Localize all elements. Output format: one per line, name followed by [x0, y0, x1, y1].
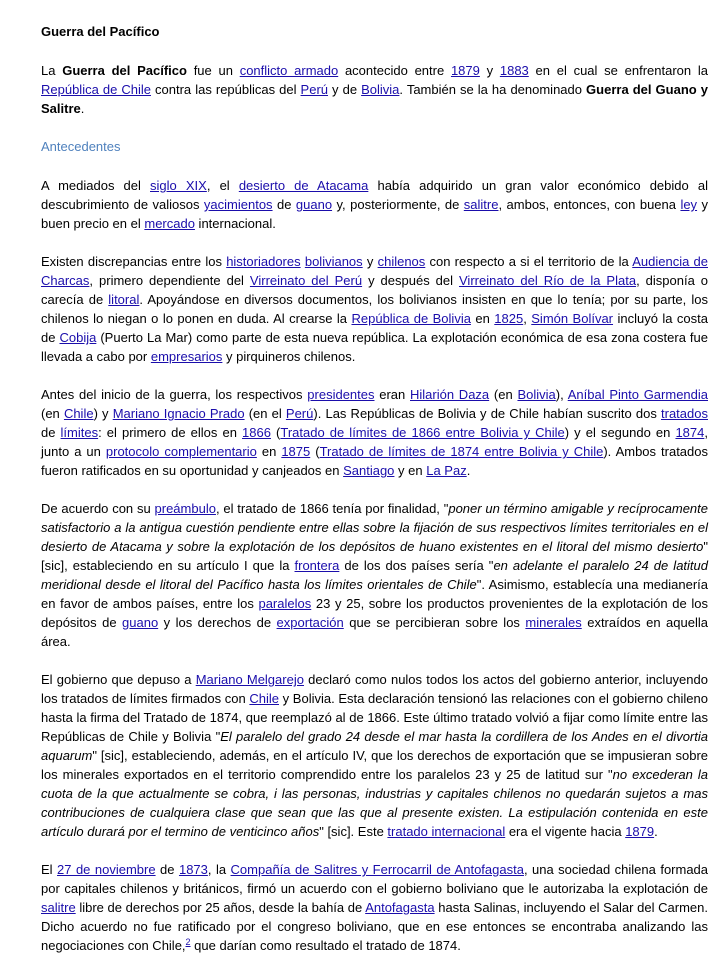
text: . También se la ha denominado	[399, 82, 587, 97]
quoted-text: no excederan la cuota de la que actualmente se cobra, i las personas, industrias y capitales chilenos no quedarán sujetos a mas contribuciones de cualquiera clase que sean que las que al presente existen. La estipulación contenida en este artículo durará por el termino de venticinco años	[41, 767, 708, 839]
text: y, posteriormente, de	[332, 197, 464, 212]
quoted-text: poner un término amigable y recíprocamente satisfactorio a la antigua cuestión pendiente entre ellas sobre la fijación de sus respectivos límites territoriales en el desierto de Atacama y sobre la explotación de los depósitos de huano existentes en el litoral del mismo desierto	[41, 501, 709, 554]
inline-link[interactable]: Antofagasta	[365, 900, 435, 915]
inline-link[interactable]: salitre	[463, 197, 499, 212]
inline-link[interactable]: Tratado de límites de 1866 entre Bolivia y Chile	[280, 425, 565, 440]
inline-link[interactable]: historiadores	[226, 254, 301, 269]
section-heading: Antecedentes	[41, 139, 121, 154]
inline-link[interactable]: República de Bolivia	[351, 311, 471, 326]
text: eran	[374, 387, 410, 402]
text: fue un	[186, 63, 240, 78]
inline-link[interactable]: ley	[680, 197, 698, 212]
text: (en	[41, 406, 64, 421]
text: La	[41, 63, 63, 78]
inline-link[interactable]: tratados	[661, 406, 708, 421]
inline-link[interactable]: Mariano Ignacio Prado	[112, 406, 245, 421]
paragraph	[41, 860, 708, 955]
page-title: Guerra del Pacífico	[41, 24, 160, 39]
text: 23 y 25, sobre los productos provenientes de la explotación de los depósitos de	[41, 596, 708, 630]
inline-link[interactable]: minerales	[525, 615, 582, 630]
text: ),	[555, 387, 568, 402]
inline-link[interactable]: límites	[60, 425, 99, 440]
inline-link[interactable]: 1875	[281, 444, 311, 459]
inline-link[interactable]: bolivianos	[304, 254, 363, 269]
text: El gobierno que depuso a	[41, 672, 196, 687]
text: y después del	[362, 273, 459, 288]
text: de los dos países sería "	[339, 558, 494, 573]
inline-link[interactable]: salitre	[41, 900, 76, 915]
text: " [sic], estableciendo en su artículo I que la	[41, 539, 708, 573]
inline-link[interactable]: conflicto armado	[239, 63, 339, 78]
inline-link[interactable]: tratado internacional	[387, 824, 506, 839]
text: hasta Salinas, incluyendo el Salar del Carmen. Dicho acuerdo no fue ratificado por el congreso boliviano, que en ese entonces se encontraba analizando las negociaciones con Chile,	[41, 900, 708, 953]
bold-text: Guerra del Pacífico	[62, 63, 187, 78]
inline-link[interactable]: empresarios	[150, 349, 223, 364]
text: de	[155, 862, 179, 877]
text: , junto a un	[41, 425, 708, 459]
text: ) y	[93, 406, 113, 421]
inline-link[interactable]: preámbulo	[154, 501, 216, 516]
text: incluyó la costa de	[41, 311, 708, 345]
text: libre de derechos por 25 años, desde la bahía de	[75, 900, 366, 915]
text: .	[80, 101, 85, 116]
text: (Puerto La Mar) como parte de esta nueva república. La explotación económica de esa zona costera fue llevada a cabo por	[41, 330, 709, 364]
inline-link[interactable]: Bolivia	[517, 387, 556, 402]
text: A mediados del	[41, 178, 151, 193]
text: De acuerdo con su	[41, 501, 155, 516]
inline-link[interactable]: 1879	[625, 824, 655, 839]
inline-link[interactable]: Simón Bolívar	[531, 311, 614, 326]
inline-link[interactable]: exportación	[276, 615, 344, 630]
inline-link[interactable]: chilenos	[377, 254, 426, 269]
text: (en	[489, 387, 518, 402]
inline-link[interactable]: paralelos	[258, 596, 312, 611]
text: y pirquineros chilenos.	[222, 349, 356, 364]
text: en el cual se enfrentaron la	[528, 63, 708, 78]
inline-link[interactable]: litoral	[108, 292, 140, 307]
text: en	[470, 311, 495, 326]
text: ). Ambos tratados fueron ratificados en su oportunidad y canjeados en	[41, 444, 708, 478]
inline-link[interactable]: Bolivia	[361, 82, 400, 97]
inline-link[interactable]: desierto de Atacama	[238, 178, 369, 193]
inline-link[interactable]: 1883	[499, 63, 529, 78]
inline-link[interactable]: Chile	[63, 406, 94, 421]
text: y buen precio en el	[41, 197, 709, 231]
text: de	[272, 197, 296, 212]
text: había adquirido un gran valor económico debido al descubrimiento de valiosos	[41, 178, 708, 212]
text: extraídos en aquella área.	[41, 615, 708, 649]
paragraph	[41, 385, 708, 480]
inline-link[interactable]: República de Chile	[41, 82, 151, 97]
inline-link[interactable]: La Paz	[426, 463, 467, 478]
inline-link[interactable]: Tratado de límites de 1874 entre Bolivia y Chile	[319, 444, 604, 459]
text: y de	[328, 82, 362, 97]
footnote-link[interactable]: 2	[185, 936, 191, 947]
text: y los derechos de	[158, 615, 277, 630]
text: y Bolivia. Esta declaración tensionó las relaciones con el gobierno chileno hasta la firma del Tratado de 1874, que reemplazó al de 1866. Este último tratado volvió a fijar como límite entre las Repúblicas de Chile y Bolivia "	[41, 691, 708, 744]
text: El	[41, 862, 58, 877]
bold-text: Guerra del Guano y Salitre	[41, 82, 708, 116]
inline-link[interactable]: Perú	[300, 82, 329, 97]
inline-link[interactable]: Hilarión Daza	[410, 387, 490, 402]
inline-link[interactable]: Aníbal Pinto Garmendia	[567, 387, 708, 402]
paragraph	[41, 670, 708, 841]
text: acontecido entre	[338, 63, 451, 78]
text: , el tratado de 1866 tenía por finalidad, "	[215, 501, 449, 516]
text: , disponía o carecía de	[41, 273, 709, 307]
text: de	[41, 425, 61, 440]
inline-link[interactable]: Mariano Melgarejo	[195, 672, 304, 687]
text: " [sic]. Este	[319, 824, 388, 839]
text: (	[270, 425, 281, 440]
text: internacional.	[194, 216, 276, 231]
article-body	[41, 61, 708, 955]
text: : el primero de ellos en	[98, 425, 243, 440]
inline-link[interactable]: siglo XIX	[150, 178, 207, 193]
paragraph	[41, 176, 708, 233]
text: , la	[207, 862, 231, 877]
inline-link[interactable]: protocolo complementario	[105, 444, 257, 459]
text: . Apoyándose en diversos documentos, los bolivianos insisten en que lo tenía; por su parte, los chilenos lo niegan o lo ponen en duda. Al crearse la	[41, 292, 708, 326]
inline-link[interactable]: 1873	[178, 862, 208, 877]
text: en	[256, 444, 282, 459]
text: ). Las Repúblicas de Bolivia y de Chile habían suscrito dos	[313, 406, 662, 421]
inline-link[interactable]: 1825	[494, 311, 524, 326]
text: , primero dependiente del	[89, 273, 250, 288]
text: .	[654, 824, 658, 839]
inline-link[interactable]: mercado	[144, 216, 195, 231]
inline-link[interactable]: guano	[122, 615, 159, 630]
inline-link[interactable]: 1866	[242, 425, 271, 440]
inline-link[interactable]: yacimientos	[203, 197, 273, 212]
inline-link[interactable]: 1874	[675, 425, 705, 440]
quoted-text: El paralelo del grado 24 desde el mar hasta la cordillera de los Andes en el divortia aquarum	[41, 729, 708, 763]
text: Existen discrepancias entre los	[41, 254, 227, 269]
text: .	[466, 463, 471, 478]
text: y	[362, 254, 378, 269]
text: contra las repúblicas del	[150, 82, 301, 97]
text: con respecto a si el territorio de la	[425, 254, 633, 269]
text: declaró como nulos todos los actos del gobierno anterior, incluyendo los tratados de límites firmados con	[41, 672, 708, 706]
text: Antes del inicio de la guerra, los respectivos	[41, 387, 308, 402]
text: ,	[523, 311, 532, 326]
inline-link[interactable]: Perú	[285, 406, 314, 421]
inline-link[interactable]: Compañía de Salitres y Ferrocarril de Antofagasta	[230, 862, 524, 877]
text: , ambos, entonces, con buena	[498, 197, 681, 212]
inline-link[interactable]: presidentes	[307, 387, 375, 402]
text: que se percibieran sobre los	[343, 615, 526, 630]
text: ". Asimismo, establecía una medianería en favor de ambos países, entre los	[41, 577, 709, 611]
inline-link[interactable]: Audiencia de Charcas	[41, 254, 708, 288]
text: (	[310, 444, 320, 459]
paragraph	[41, 252, 708, 366]
text: ) y el segundo en	[564, 425, 676, 440]
inline-link[interactable]: Chile	[249, 691, 279, 706]
inline-link[interactable]: Virreinato del Perú	[249, 273, 363, 288]
inline-link[interactable]: Virreinato del Río de la Plata	[459, 273, 637, 288]
inline-link[interactable]: guano	[295, 197, 333, 212]
text: , el	[206, 178, 239, 193]
text: " [sic], estableciendo, además, en el artículo IV, que los derechos de exportación que se impusieran sobre los minerales exportados en el territorio comprendido entre los paralelos 23 y 25 de latitud sur "	[41, 748, 708, 782]
text: era el vigente hacia	[505, 824, 626, 839]
quoted-text: en adelante el paralelo 24 de latitud meridional desde el litoral del Pacífico hasta los límites orientales de Chile	[41, 558, 709, 592]
inline-link[interactable]: frontera	[294, 558, 340, 573]
inline-link[interactable]: Santiago	[343, 463, 395, 478]
text: y	[479, 63, 500, 78]
text: , una sociedad chilena formada por capitales chilenos y británicos, firmó un acuerdo con el gobierno boliviano que le autorizaba la explotación de	[41, 862, 709, 896]
text: (en el	[244, 406, 286, 421]
text: y en	[394, 463, 427, 478]
inline-link[interactable]: 27 de noviembre	[57, 862, 156, 877]
text: que darían como resultado el tratado de 1874.	[190, 938, 461, 953]
paragraph	[41, 61, 708, 118]
inline-link[interactable]: 1879	[450, 63, 480, 78]
paragraph	[41, 499, 708, 651]
inline-link[interactable]: Cobija	[59, 330, 97, 345]
